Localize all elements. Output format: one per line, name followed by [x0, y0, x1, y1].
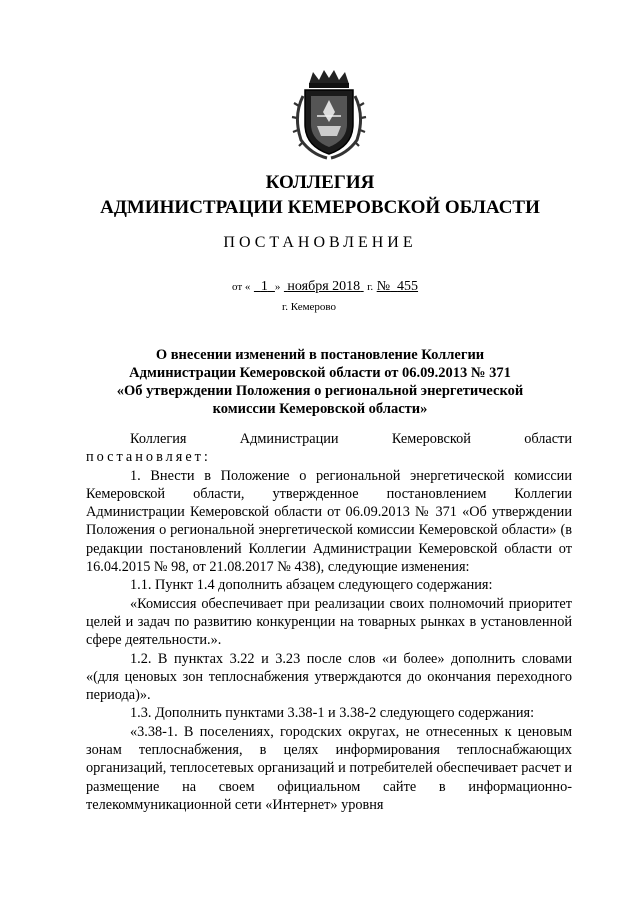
body-paragraph-decree: постановляет:: [86, 449, 211, 466]
organization-name-line2: АДМИНИСТРАЦИИ КЕМЕРОВСКОЙ ОБЛАСТИ: [100, 197, 540, 218]
document-number: № 455: [376, 279, 419, 294]
body-paragraph-1-1: 1.1. Пункт 1.4 дополнить абзацем следующего содержания:: [130, 577, 493, 594]
body-paragraph-1-3: 1.3. Дополнить пунктами 3.38-1 и 3.38-2 следующего содержания:: [130, 705, 535, 722]
title-line: «Об утверждении Положения о региональной энергетической: [116, 383, 524, 399]
document-date-number: [232, 279, 418, 295]
title-line: комиссии Кемеровской области»: [212, 401, 428, 417]
date-close-quote: »: [274, 281, 281, 293]
year-suffix: г.: [367, 281, 374, 293]
body-paragraph-intro: Коллегия Администрации Кемеровской области: [130, 431, 572, 447]
body-paragraph-1: 1. Внести в Положение о региональной энергетической комиссии Кемеровской области, утвержденное постановлением Коллегии Администрации Кемеровской области от 06.09.2013 № 371 «Об утверждении Положения о региональной энергетической комиссии Кемеровской области» (в редакции постановлений Коллегии Администрации Кемеровской области от 16.04.2015 № 98, от 21.08.2017 № 438), следующие изменения:: [86, 467, 572, 576]
body-paragraph-3-38-1: «3.38-1. В поселениях, городских округах, не отнесенных к ценовым зонам теплоснабжения, в целях информирования теплоснабжающих организаций, теплосетевых организаций и потребителей обеспечивает расчет и размещение на своем официальном сайте в информационно-телекоммуникационной сети «Интернет» уровня: [86, 723, 572, 813]
document-type: ПОСТАНОВЛЕНИЕ: [223, 234, 417, 251]
document-title: [100, 346, 540, 418]
date-prefix: от «: [232, 281, 251, 293]
organization-name-line1: КОЛЛЕГИЯ: [265, 172, 375, 193]
document-body: [86, 430, 572, 814]
body-paragraph-1-2: 1.2. В пунктах 3.22 и 3.23 после слов «и более» дополнить словами «(для ценовых зон теплоснабжения утверждаются до окончания переходного периода)».: [86, 650, 572, 704]
coat-of-arms-emblem: [291, 66, 367, 160]
title-line: Администрации Кемеровской области от 06.09.2013 № 371: [129, 365, 511, 381]
date-day: 1: [260, 279, 268, 294]
city-label: г. Кемерово: [282, 301, 337, 313]
title-line: О внесении изменений в постановление Коллегии: [155, 347, 485, 363]
date-month-year: ноября 2018: [287, 279, 361, 294]
body-paragraph-quote-1: «Комиссия обеспечивает при реализации своих полномочий приоритет целей и задач по развитию конкуренции на товарных рынках в установленной сфере деятельности.».: [86, 595, 572, 649]
